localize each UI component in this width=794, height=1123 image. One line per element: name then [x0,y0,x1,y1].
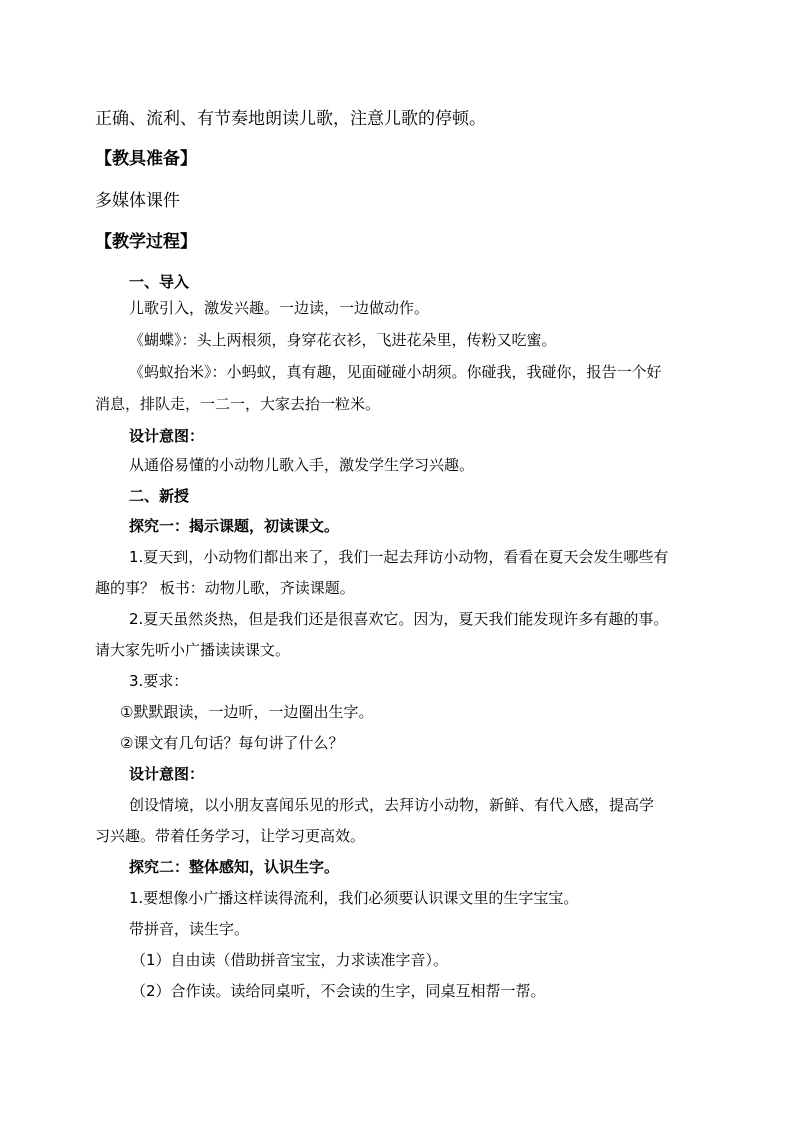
explore2-title: 探究二：整体感知，认识生字。 [129,858,340,876]
explore1-title: 探究一：揭示课题，初读课文。 [129,517,340,535]
part1-design-text: 从通俗易懂的小动物儿歌入手，激发学生学习兴趣。 [129,456,475,474]
process-heading: 【教学过程】 [95,232,197,252]
explore2-item1: 1.要想像小广播这样读得流利，我们必须要认识课文里的生字宝宝。 [129,889,579,907]
part1-title: 一、导入 [129,273,190,291]
part1-design-label: 设计意图： [129,427,205,445]
poem-ants-line1: 《蚂蚁抬米》：小蚂蚁，真有趣，见面碰碰小胡须。你碰我，我碰你，报告一个好 [129,363,662,381]
poem-ants-line2: 消息，排队走，一二一，大家去抬一粒米。 [95,395,381,413]
explore1-design-label: 设计意图： [129,765,205,783]
explore2-sub2: （2）合作读。读给同桌听，不会读的生字，同桌互相帮一帮。 [131,982,546,1000]
explore1-item1-line1: 1.夏天到，小动物们都出来了，我们一起去拜访小动物，看看在夏天会发生哪些有 [129,548,669,566]
tools-content: 多媒体课件 [95,191,180,211]
part1-intro: 儿歌引入，激发兴趣。一边读，一边做动作。 [129,299,430,317]
part2-title: 二、新授 [129,487,190,505]
explore1-design-line2: 习兴趣。带着任务学习，让学习更高效。 [95,827,366,845]
explore1-item3: 3.要求： [129,672,189,690]
explore2-pinyin: 带拼音，读生字。 [129,920,250,938]
explore2-sub1: （1）自由读（借助拼音宝宝，力求读准字音）。 [131,951,449,969]
intro-line: 正确、流利、有节奏地朗读儿歌，注意儿歌的停顿。 [95,109,486,129]
explore1-item2-line2: 请大家先听小广播读读课文。 [95,641,291,659]
explore1-req1: ①默默跟读，一边听，一边圈出生字。 [120,703,374,721]
tools-heading: 【教具准备】 [95,149,197,169]
explore1-req2: ②课文有几句话？每句讲了什么？ [120,734,344,752]
poem-butterfly: 《蝴蝶》：头上两根须，身穿花衣衫，飞进花朵里，传粉又吃蜜。 [129,331,557,349]
explore1-design-line1: 创设情境，以小朋友喜闻乐见的形式，去拜访小动物，新鲜、有代入感，提高学 [129,796,655,814]
explore1-item2-line1: 2.夏天虽然炎热，但是我们还是很喜欢它。因为，夏天我们能发现许多有趣的事。 [129,610,669,628]
explore1-item1-line2: 趣的事？ 板书：动物儿歌，齐读课题。 [95,579,355,597]
